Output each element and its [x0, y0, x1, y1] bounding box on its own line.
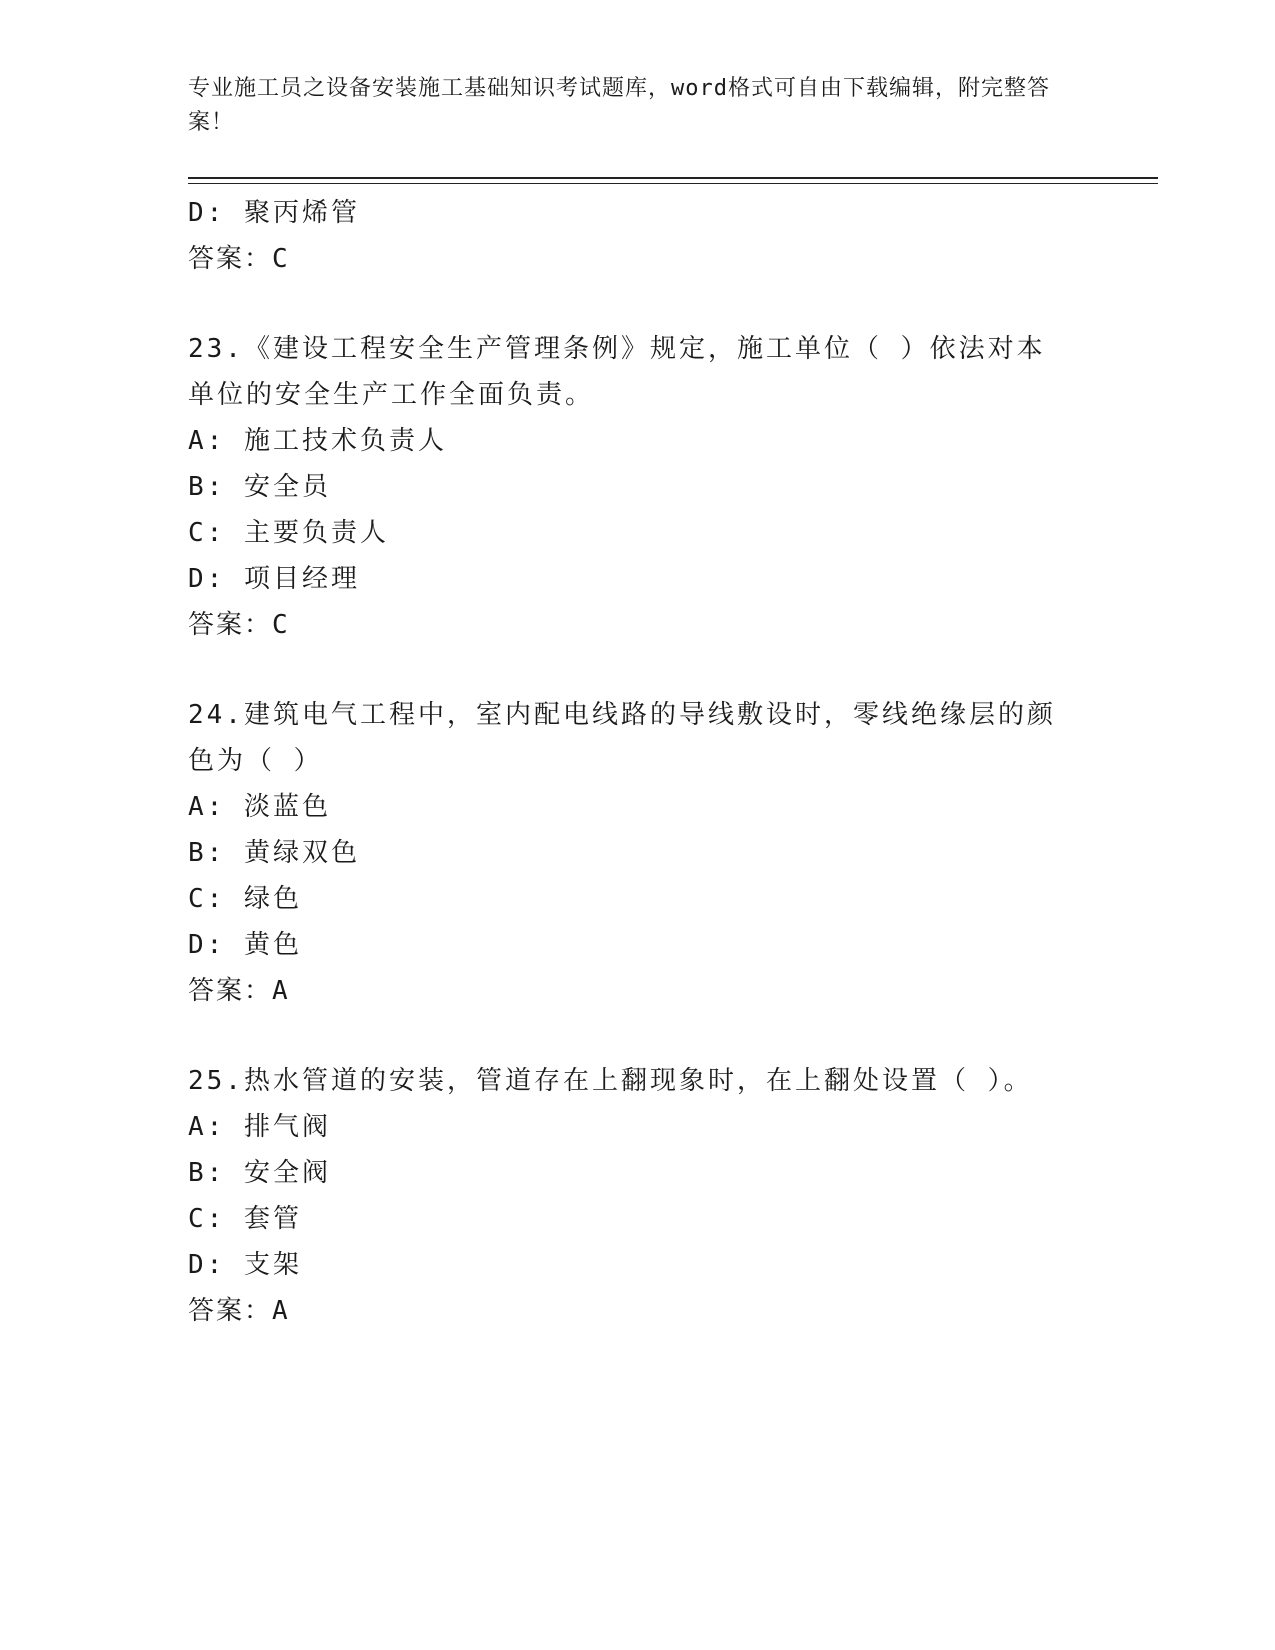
option-d: D: 黄色	[188, 930, 302, 960]
option-b: B: 黄绿双色	[188, 838, 360, 868]
question-25	[188, 1058, 1088, 1334]
question-text: 25.热水管道的安装，管道存在上翻现象时，在上翻处设置（ ）。	[188, 1066, 1033, 1096]
question-text: 24.建筑电气工程中，室内配电线路的导线敷设时，零线绝缘层的颜色为（ ）	[188, 700, 1056, 776]
option-c: C: 套管	[188, 1204, 302, 1234]
option-d: D: 支架	[188, 1250, 302, 1280]
answer-line: 答案：A	[188, 976, 290, 1006]
option-a: A: 施工技术负责人	[188, 426, 447, 456]
option-d: D: 项目经理	[188, 564, 360, 594]
page-header: 专业施工员之设备安装施工基础知识考试题库，word格式可自由下载编辑，附完整答案！	[188, 76, 1050, 135]
answer-line: 答案：C	[188, 244, 290, 274]
option-d: D: 聚丙烯管	[188, 198, 360, 228]
header-divider-thin	[188, 183, 1158, 184]
option-a: A: 淡蓝色	[188, 792, 331, 822]
option-b: B: 安全员	[188, 472, 331, 502]
answer-line: 答案：A	[188, 1296, 290, 1326]
header-divider-thick	[188, 177, 1158, 179]
question-23	[188, 326, 1088, 648]
question-24	[188, 692, 1088, 1014]
question-text: 23.《建设工程安全生产管理条例》规定，施工单位（ ）依法对本单位的安全生产工作全面负责。	[188, 334, 1046, 410]
option-a: A: 排气阀	[188, 1112, 331, 1142]
document-body	[188, 190, 1088, 1334]
option-c: C: 绿色	[188, 884, 302, 914]
answer-line: 答案：C	[188, 610, 290, 640]
previous-question-tail	[188, 190, 1088, 282]
option-b: B: 安全阀	[188, 1158, 331, 1188]
option-c: C: 主要负责人	[188, 518, 389, 548]
